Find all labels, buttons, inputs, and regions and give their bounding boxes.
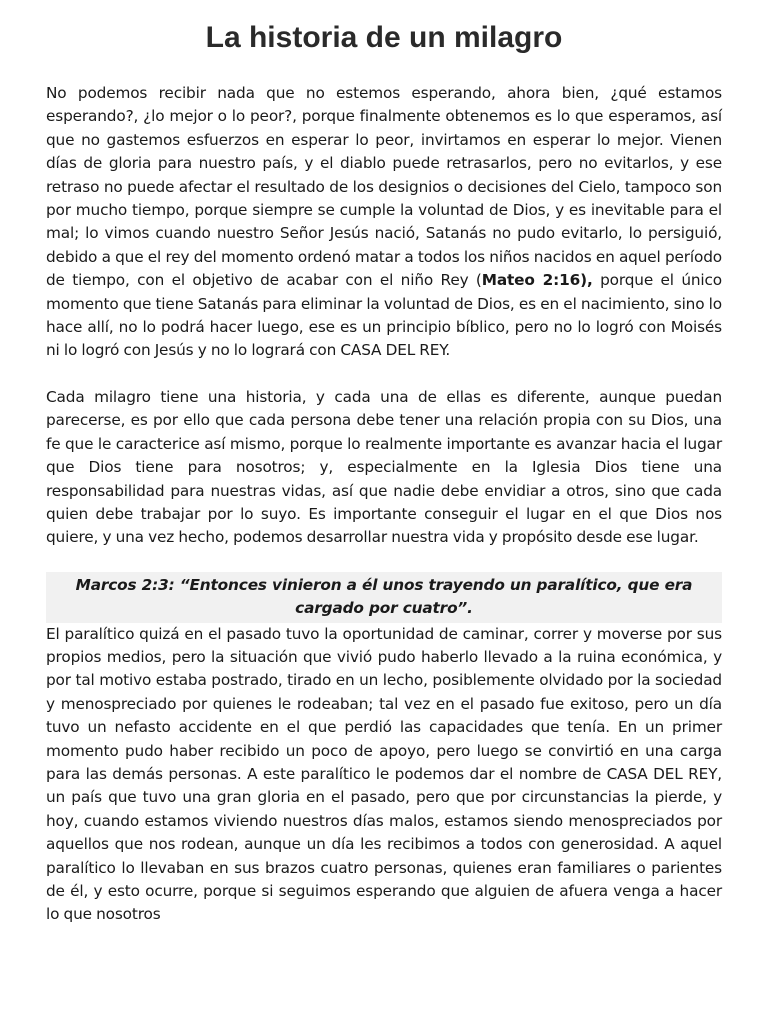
paragraph-2: Cada milagro tiene una historia, y cada una de ellas es diferente, aunque puedan parecerse, es por ello que cada persona debe tener una relación propia con su Dios, una fe que le caracterice así mismo, porque lo realmente importante es avanzar hacia el lugar que Dios tiene para nosotros; y, especialmente en la Iglesia Dios tiene una responsabilidad para nuestras vidas, así que nadie debe envidiar a otros, sino que cada quien debe trabajar por lo suyo. Es importante conseguir el lugar en el que Dios nos quiere, y una vez hecho, podemos desarrollar nuestra vida y propósito desde ese lugar. [46,387,722,547]
paragraph-1-continuation: porque el único momento que tiene Satanás para eliminar la voluntad de Dios, es en el nacimiento, sino lo hace allí, no lo podrá hacer luego, ese es un principio bíblico, pero no lo logró con Moisés ni lo logró con Jesús y no lo logrará con CASA DEL REY. [46,271,722,360]
paragraph-1 [46,82,722,363]
bible-reference: Mateo 2:16), [481,271,593,290]
document-page [46,18,722,927]
document-title: La historia de un milagro [205,21,563,54]
paragraph-3: El paralítico quizá en el pasado tuvo la oportunidad de caminar, correr y moverse por sus propios medios, pero la situación que vivió pudo haberlo llevado a la ruina económica, y por tal motivo estaba postrado, tirado en un lecho, posiblemente olvidado por la sociedad y menospreciado por quienes le rodeaban; tal vez en el pasado fue exitoso, pero un día tuvo un nefasto accidente en el que perdió las capacidades que tenía. En un primer momento pudo haber recibido un poco de apoyo, pero luego se convirtió en una carga para las demás personas. A este paralítico le podemos dar el nombre de CASA DEL REY, un país que tuvo una gran gloria en el pasado, pero que por circunstancias la pierde, y hoy, cuando estamos viviendo nuestros días malos, estamos siendo menospreciados por aquellos que nos rodean, aunque un día les recibimos a todos con generosidad. A aquel paralítico lo llevaban en sus brazos cuatro personas, quienes eran familiares o parientes de él, y esto ocurre, porque si seguimos esperando que alguien de afuera venga a hacer lo que nosotros [46,624,722,924]
scripture-quote: Marcos 2:3: “Entonces vinieron a él unos trayendo un paralítico, que era cargado por cuatro”. [46,572,722,623]
paragraph-1-text: No podemos recibir nada que no estemos esperando, ahora bien, ¿qué estamos esperando?, ¿lo mejor o lo peor?, porque finalmente obtenemos es lo que esperamos, así que no gastemos esfuerzos en esperar lo peor, invirtamos en esperar lo mejor. Vienen días de gloria para nuestro país, y el diablo puede retrasarlos, pero no evitarlos, y ese retraso no puede afectar el resultado de los designios o decisiones del Cielo, tampoco son por mucho tiempo, porque siempre se cumple la voluntad de Dios, y es inevitable para el mal; lo vimos cuando nuestro Señor Jesús nació, Satanás no pudo evitarlo, lo persiguió, debido a que el rey del momento ordenó matar a todos los niños nacidos en aquel período de tiempo, con el objetivo de acabar con el niño Rey ( [46,84,722,290]
